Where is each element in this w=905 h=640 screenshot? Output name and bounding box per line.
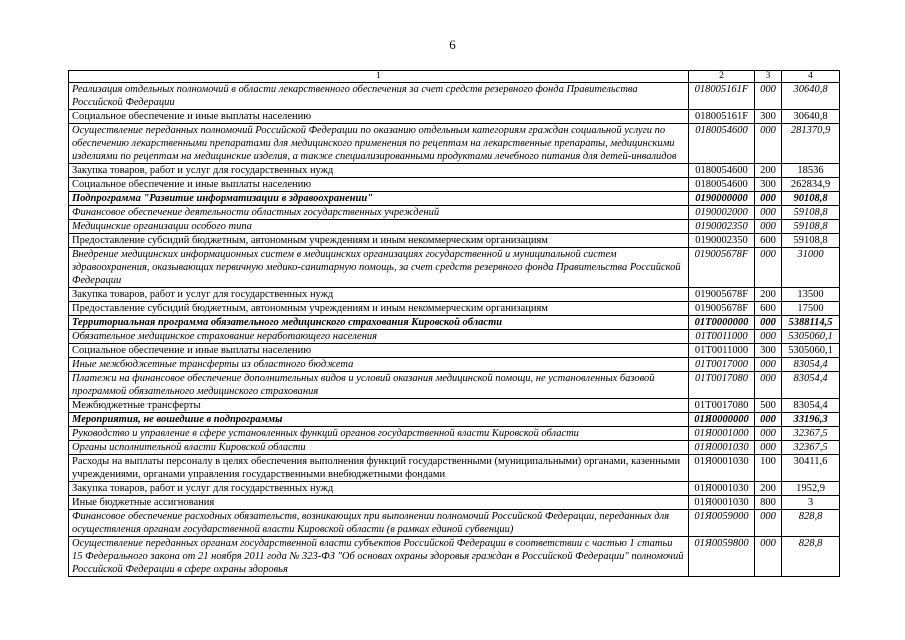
table-row — [69, 510, 840, 537]
row-target-code: 0190002350 — [689, 234, 755, 248]
row-expense-type: 000 — [755, 427, 782, 441]
row-expense-type: 000 — [755, 220, 782, 234]
page-number: 6 — [449, 37, 456, 52]
row-name: Обязательное медицинское страхование неработающего населения — [69, 330, 689, 344]
row-target-code: 01Я0000000 — [689, 413, 755, 427]
row-target-code: 01Я0001030 — [689, 455, 755, 482]
row-name: Закупка товаров, работ и услуг для государственных нужд — [69, 288, 689, 302]
row-expense-type: 200 — [755, 288, 782, 302]
row-amount: 1952,9 — [782, 482, 840, 496]
row-name: Медицинские организации особого типа — [69, 220, 689, 234]
row-amount: 30640,8 — [782, 110, 840, 124]
row-expense-type: 100 — [755, 455, 782, 482]
row-expense-type: 500 — [755, 399, 782, 413]
header-col-2: 2 — [689, 71, 755, 83]
row-expense-type: 000 — [755, 248, 782, 288]
row-target-code: 01T0017000 — [689, 358, 755, 372]
row-target-code: 01Я0001000 — [689, 427, 755, 441]
row-target-code: 019005678F — [689, 302, 755, 316]
row-target-code: 01Я0059000 — [689, 510, 755, 537]
row-amount: 83054,4 — [782, 358, 840, 372]
row-name: Социальное обеспечение и иные выплаты населению — [69, 110, 689, 124]
table-header-row — [69, 71, 840, 83]
row-name: Руководство и управление в сфере установленных функций органов государственной власти Кировской области — [69, 427, 689, 441]
row-amount: 33196,3 — [782, 413, 840, 427]
row-name: Осуществление переданных органам государственной власти субъектов Российской Федерации в соответствии с частью 1 статьи 15 Федерального закона от 21 ноября 2011 года № 323-ФЗ "Об основах охраны здоровья граждан в Российской Федерации" полномочий Российской Федерации в сфере охраны здоровья — [69, 537, 689, 577]
table-row — [69, 372, 840, 399]
row-target-code: 0190002000 — [689, 206, 755, 220]
table-row — [69, 110, 840, 124]
table-row — [69, 441, 840, 455]
row-amount: 5305060,1 — [782, 344, 840, 358]
row-target-code: 01T0017080 — [689, 399, 755, 413]
row-target-code: 01Я0001030 — [689, 496, 755, 510]
table-row — [69, 399, 840, 413]
row-expense-type: 800 — [755, 496, 782, 510]
table-row — [69, 206, 840, 220]
row-amount: 828,8 — [782, 537, 840, 577]
row-expense-type: 200 — [755, 164, 782, 178]
row-name: Закупка товаров, работ и услуг для государственных нужд — [69, 482, 689, 496]
row-expense-type: 000 — [755, 413, 782, 427]
row-target-code: 0180054600 — [689, 124, 755, 164]
row-name: Осуществление переданных полномочий Российской Федерации по оказанию отдельным категориям граждан социальной услуги по обеспечению лекарственными препаратами для медицинского применения по рецептам на лекарственные препараты, медицинскими изделиями по рецептам на медицинские изделия, а также специализированными продуктами лечебного питания для детей-инвалидов — [69, 124, 689, 164]
row-target-code: 01T0011000 — [689, 344, 755, 358]
row-target-code: 01T0011000 — [689, 330, 755, 344]
row-amount: 83054,4 — [782, 372, 840, 399]
row-amount: 13500 — [782, 288, 840, 302]
header-col-4: 4 — [782, 71, 840, 83]
table-row — [69, 234, 840, 248]
table-row — [69, 316, 840, 330]
header-col-3: 3 — [755, 71, 782, 83]
row-name: Реализация отдельных полномочий в области лекарственного обеспечения за счет средств резервного фонда Правительства Российской Федерации — [69, 83, 689, 110]
row-target-code: 018005161F — [689, 83, 755, 110]
row-target-code: 0180054600 — [689, 164, 755, 178]
table-row — [69, 358, 840, 372]
row-name: Финансовое обеспечение деятельности областных государственных учреждений — [69, 206, 689, 220]
row-name: Социальное обеспечение и иные выплаты населению — [69, 178, 689, 192]
table-row — [69, 344, 840, 358]
row-expense-type: 600 — [755, 302, 782, 316]
row-amount: 32367,5 — [782, 441, 840, 455]
table-row — [69, 220, 840, 234]
table-row — [69, 413, 840, 427]
row-target-code: 01Я0059800 — [689, 537, 755, 577]
row-name: Закупка товаров, работ и услуг для государственных нужд — [69, 164, 689, 178]
row-name: Финансовое обеспечение расходных обязательств, возникающих при выполнении полномочий Российской Федерации, переданных для осуществления органам государственной власти Кировской области (в рамках единой субвенции) — [69, 510, 689, 537]
table-row — [69, 455, 840, 482]
table-row — [69, 83, 840, 110]
table-row — [69, 427, 840, 441]
table-row — [69, 248, 840, 288]
row-expense-type: 300 — [755, 178, 782, 192]
row-expense-type: 200 — [755, 482, 782, 496]
row-name: Внедрение медицинских информационных систем в медицинских организациях государственной и муниципальной систем здравоохранения, оказывающих первичную медико-санитарную помощь, за счет средств резервного фонда Правительства Российской Федерации — [69, 248, 689, 288]
row-amount: 59108,8 — [782, 220, 840, 234]
row-amount: 30411,6 — [782, 455, 840, 482]
row-amount: 90108,8 — [782, 192, 840, 206]
row-name: Иные бюджетные ассигнования — [69, 496, 689, 510]
row-expense-type: 000 — [755, 441, 782, 455]
row-amount: 30640,8 — [782, 83, 840, 110]
row-amount: 17500 — [782, 302, 840, 316]
table-row — [69, 124, 840, 164]
row-name: Межбюджетные трансферты — [69, 399, 689, 413]
row-amount: 32367,5 — [782, 427, 840, 441]
table-row — [69, 482, 840, 496]
row-name: Иные межбюджетные трансферты из областного бюджета — [69, 358, 689, 372]
row-expense-type: 000 — [755, 510, 782, 537]
row-name: Территориальная программа обязательного медицинского страхования Кировской области — [69, 316, 689, 330]
row-amount: 828,8 — [782, 510, 840, 537]
table-row — [69, 330, 840, 344]
row-expense-type: 000 — [755, 372, 782, 399]
row-target-code: 01T0000000 — [689, 316, 755, 330]
row-expense-type: 000 — [755, 330, 782, 344]
row-expense-type: 600 — [755, 234, 782, 248]
row-name: Органы исполнительной власти Кировской области — [69, 441, 689, 455]
row-expense-type: 000 — [755, 124, 782, 164]
row-expense-type: 000 — [755, 537, 782, 577]
row-target-code: 019005678F — [689, 248, 755, 288]
row-target-code: 019005678F — [689, 288, 755, 302]
table-row — [69, 288, 840, 302]
row-target-code: 0190000000 — [689, 192, 755, 206]
row-target-code: 01Я0001030 — [689, 482, 755, 496]
row-amount: 83054,4 — [782, 399, 840, 413]
row-expense-type: 000 — [755, 206, 782, 220]
table-row — [69, 537, 840, 577]
header-col-1: 1 — [69, 71, 689, 83]
table-row — [69, 164, 840, 178]
row-amount: 18536 — [782, 164, 840, 178]
row-name: Расходы на выплаты персоналу в целях обеспечения выполнения функций государственными (муниципальными) органами, казенными учреждениями, органами управления государственными внебюджетными фондами — [69, 455, 689, 482]
table-row — [69, 178, 840, 192]
table-body — [69, 83, 840, 577]
row-amount: 59108,8 — [782, 206, 840, 220]
row-amount: 5388114,5 — [782, 316, 840, 330]
row-target-code: 018005161F — [689, 110, 755, 124]
row-name: Предоставление субсидий бюджетным, автономным учреждениям и иным некоммерческим организациям — [69, 234, 689, 248]
row-amount: 281370,9 — [782, 124, 840, 164]
row-name: Платежи на финансовое обеспечение дополнительных видов и условий оказания медицинской помощи, не установленных базовой программой обязательного медицинского страхования — [69, 372, 689, 399]
row-amount: 262834,9 — [782, 178, 840, 192]
row-amount: 59108,8 — [782, 234, 840, 248]
table-row — [69, 302, 840, 316]
table-row — [69, 192, 840, 206]
row-name: Подпрограмма "Развитие информатизации в здравоохранении" — [69, 192, 689, 206]
table-row — [69, 496, 840, 510]
row-name: Мероприятия, не вошедшие в подпрограммы — [69, 413, 689, 427]
row-amount: 3 — [782, 496, 840, 510]
row-expense-type: 000 — [755, 358, 782, 372]
row-amount: 31000 — [782, 248, 840, 288]
row-target-code: 0180054600 — [689, 178, 755, 192]
row-name: Предоставление субсидий бюджетным, автономным учреждениям и иным некоммерческим организациям — [69, 302, 689, 316]
row-expense-type: 300 — [755, 110, 782, 124]
budget-table — [68, 70, 840, 577]
row-target-code: 01T0017080 — [689, 372, 755, 399]
row-expense-type: 000 — [755, 83, 782, 110]
row-expense-type: 000 — [755, 316, 782, 330]
row-target-code: 0190002350 — [689, 220, 755, 234]
row-expense-type: 000 — [755, 192, 782, 206]
row-name: Социальное обеспечение и иные выплаты населению — [69, 344, 689, 358]
row-amount: 5305060,1 — [782, 330, 840, 344]
row-expense-type: 300 — [755, 344, 782, 358]
row-target-code: 01Я0001030 — [689, 441, 755, 455]
